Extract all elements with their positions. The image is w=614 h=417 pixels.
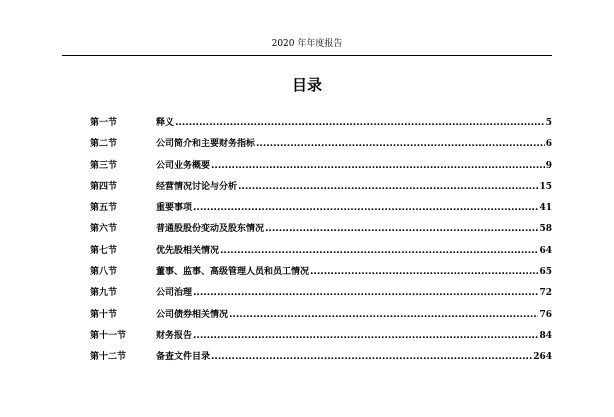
- toc-dot-leader: [238, 180, 538, 194]
- toc-page-number: 65: [539, 267, 552, 278]
- toc-page-number: 264: [533, 352, 552, 363]
- toc-dot-leader: [193, 286, 538, 300]
- toc-section-number: 第十节: [90, 309, 118, 320]
- toc-section-name: 备查文件目录: [156, 352, 211, 363]
- toc-entry-1[interactable]: [90, 116, 552, 137]
- toc-dot-leader: [211, 350, 532, 364]
- toc-page-number: 9: [545, 160, 552, 171]
- toc-section-name: 释义: [156, 118, 175, 128]
- toc-page-number: 64: [539, 245, 552, 256]
- toc-section-number: 第十二节: [90, 352, 127, 363]
- toc-title: 目录: [291, 76, 322, 94]
- toc-dot-leader: [265, 222, 538, 236]
- toc-dot-leader: [229, 308, 538, 322]
- table-of-contents: [90, 116, 552, 372]
- toc-page-number: 41: [539, 203, 552, 214]
- toc-section-name: 财务报告: [156, 330, 193, 341]
- toc-section-number: 第三节: [90, 160, 118, 171]
- toc-page-number: 76: [539, 309, 552, 320]
- toc-entry-9[interactable]: [90, 286, 552, 307]
- toc-entry-12[interactable]: [90, 350, 552, 371]
- toc-section-name: 经营情况讨论与分析: [156, 181, 238, 192]
- toc-entry-2[interactable]: [90, 137, 552, 158]
- toc-page-number: 6: [545, 139, 552, 150]
- toc-section-name: 公司业务概要: [156, 160, 211, 171]
- toc-dot-leader: [193, 201, 538, 215]
- toc-dot-leader: [256, 137, 545, 151]
- toc-section-number: 第十一节: [90, 330, 127, 341]
- toc-section-number: 第八节: [90, 267, 118, 278]
- toc-page-number: 58: [539, 224, 552, 235]
- page-header: 2020 年年度报告: [271, 39, 343, 49]
- toc-page-number: 15: [539, 181, 552, 192]
- toc-entry-4[interactable]: [90, 180, 552, 201]
- toc-section-name: 董事、监事、高级管理人员和员工情况: [156, 267, 310, 278]
- toc-dot-leader: [175, 116, 545, 130]
- toc-section-name: 公司治理: [156, 288, 193, 299]
- toc-entry-7[interactable]: [90, 244, 552, 265]
- toc-section-number: 第六节: [90, 224, 118, 235]
- toc-entry-11[interactable]: [90, 329, 552, 350]
- toc-section-number: 第一节: [90, 118, 118, 128]
- toc-section-name: 普通股股份变动及股东情况: [156, 224, 265, 235]
- toc-section-number: 第七节: [90, 245, 118, 256]
- toc-dot-leader: [220, 244, 538, 258]
- toc-page-number: 72: [539, 288, 552, 299]
- toc-section-number: 第四节: [90, 181, 118, 192]
- toc-page-number: 5: [545, 118, 552, 128]
- toc-entry-5[interactable]: [90, 201, 552, 222]
- toc-section-number: 第五节: [90, 203, 118, 214]
- toc-section-name: 优先股相关情况: [156, 245, 220, 256]
- toc-section-name: 公司债券相关情况: [156, 309, 229, 320]
- toc-dot-leader: [193, 329, 538, 343]
- toc-page-number: 84: [539, 330, 552, 341]
- toc-section-name: 重要事项: [156, 203, 193, 214]
- toc-entry-3[interactable]: [90, 159, 552, 180]
- toc-section-number: 第二节: [90, 139, 118, 150]
- toc-dot-leader: [310, 265, 538, 279]
- toc-dot-leader: [211, 159, 545, 173]
- toc-section-number: 第九节: [90, 288, 118, 299]
- toc-entry-6[interactable]: [90, 222, 552, 243]
- toc-entry-10[interactable]: [90, 308, 552, 329]
- toc-entry-8[interactable]: [90, 265, 552, 286]
- toc-section-name: 公司简介和主要财务指标: [156, 139, 256, 150]
- header-divider: [62, 55, 552, 56]
